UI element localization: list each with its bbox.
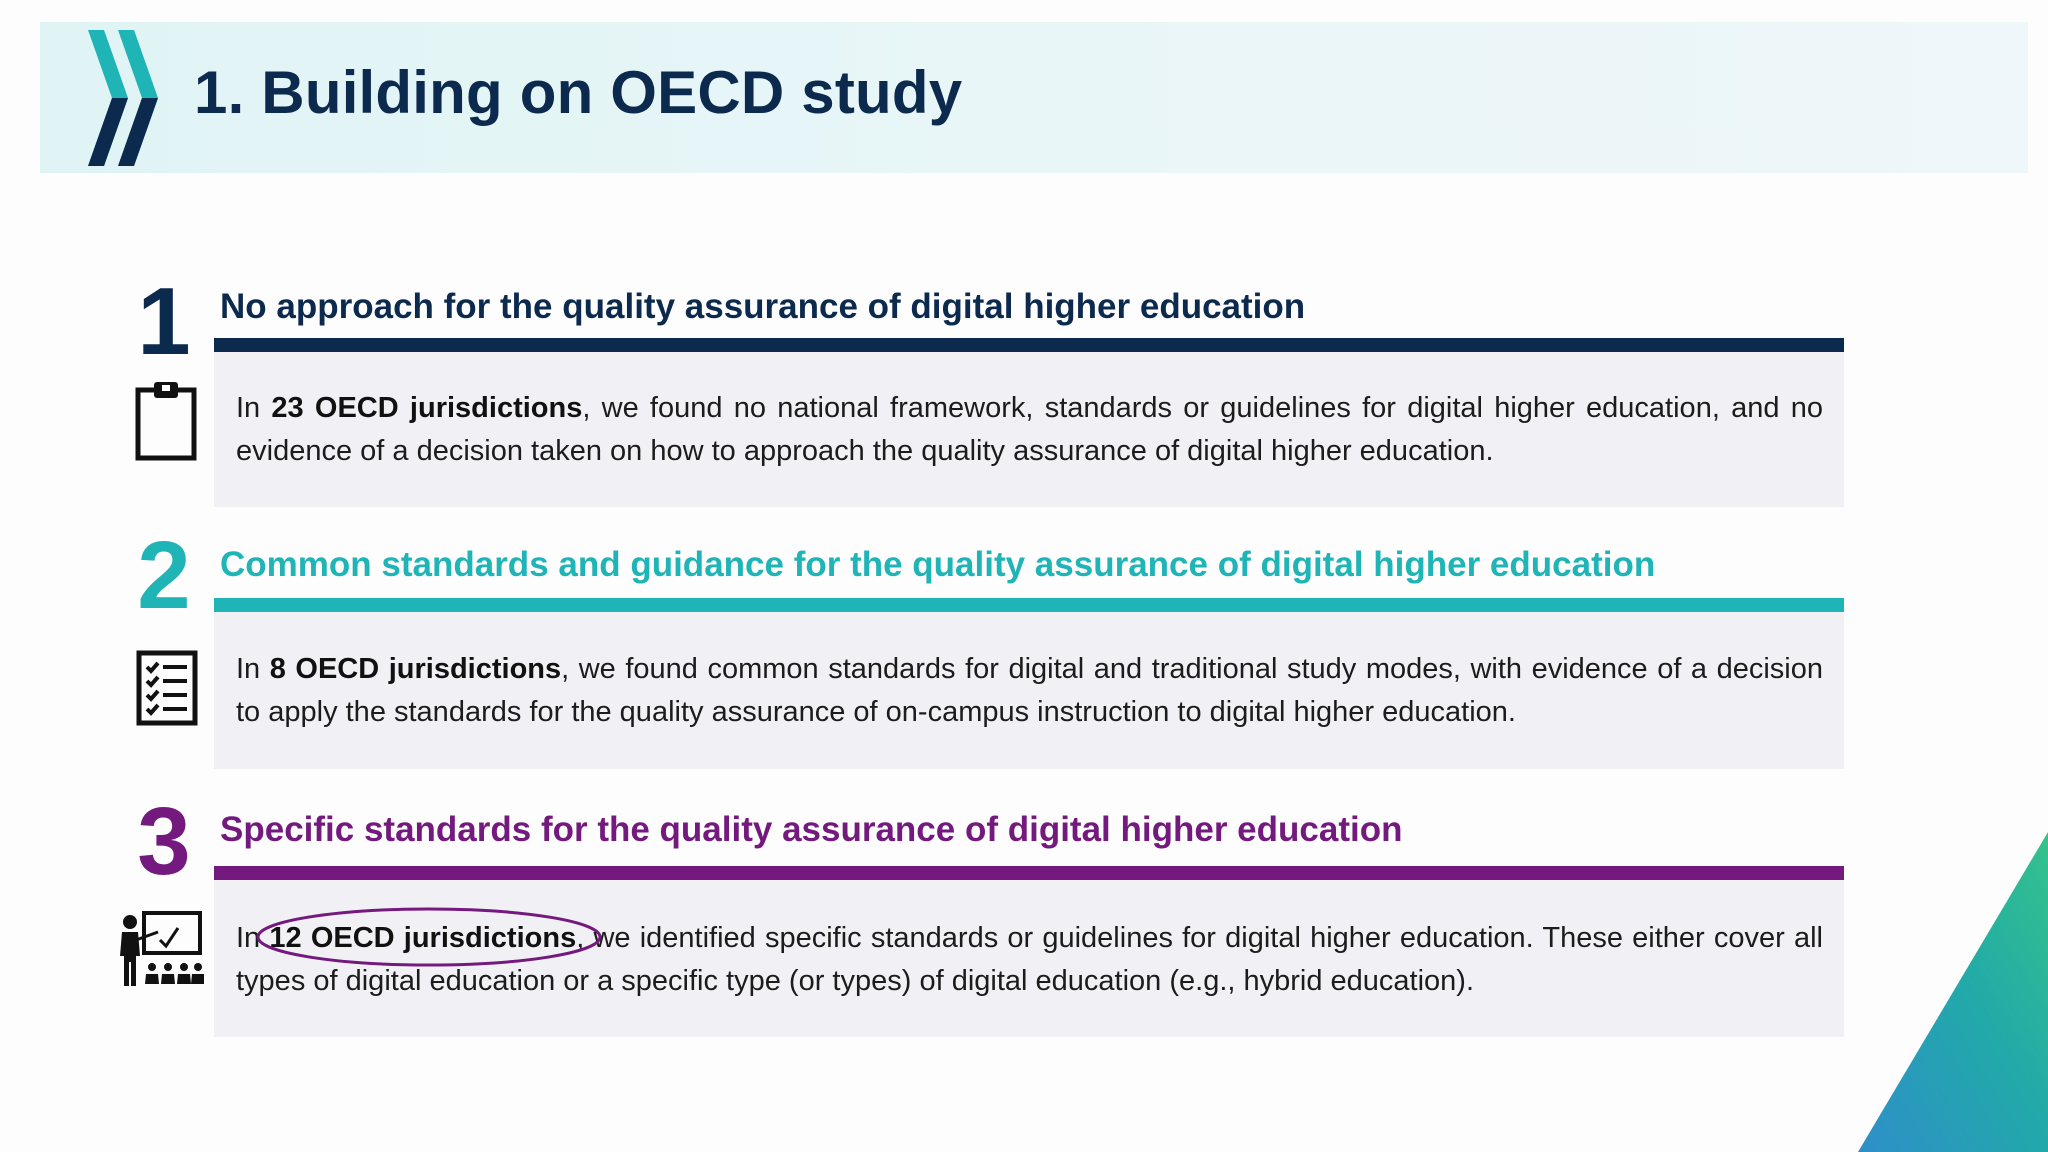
section-description: In 8 OECD jurisdictions, we found common standards for digital and traditional study modes, with evidence of a decision to apply the standards for the quality assurance of on-campus instruction to digital higher education. [236, 653, 1823, 728]
highlight-circle-annotation [254, 906, 604, 968]
decorative-corner-triangle [1848, 832, 2048, 1152]
section-number: 3 [137, 788, 191, 895]
section-number: 1 [137, 268, 191, 375]
section-divider [214, 338, 1844, 352]
jurisdiction-count: 12 OECD jurisdictions [269, 922, 577, 954]
jurisdiction-count: 8 OECD jurisdictions [269, 653, 562, 685]
section-number: 2 [137, 522, 191, 629]
section-title: No approach for the quality assurance of digital higher education [220, 287, 1306, 326]
section-title: Common standards and guidance for the quality assurance of digital higher education [220, 545, 1656, 584]
section-description: In 23 OECD jurisdictions, we found no national framework, standards or guidelines for digital higher education, and no evidence of a decision taken on how to approach the quality assurance of digital higher education. [236, 392, 1823, 467]
jurisdiction-count: 23 OECD jurisdictions [271, 392, 583, 424]
section-divider [214, 598, 1844, 612]
section-description: In 12 OECD jurisdictions, we identified specific standards or guidelines for digital higher education. These either cover all types of digital education or a specific type (or types) of digital education (e.g., hybrid education). [236, 922, 1823, 997]
oecd-logo-icon [88, 30, 158, 166]
page-title: 1. Building on OECD study [194, 59, 963, 126]
checklist-icon [136, 650, 198, 726]
clipboard-icon [134, 380, 198, 462]
teacher-classroom-icon [118, 910, 204, 990]
section-divider [214, 866, 1844, 880]
section-title: Specific standards for the quality assurance of digital higher education [220, 810, 1403, 849]
